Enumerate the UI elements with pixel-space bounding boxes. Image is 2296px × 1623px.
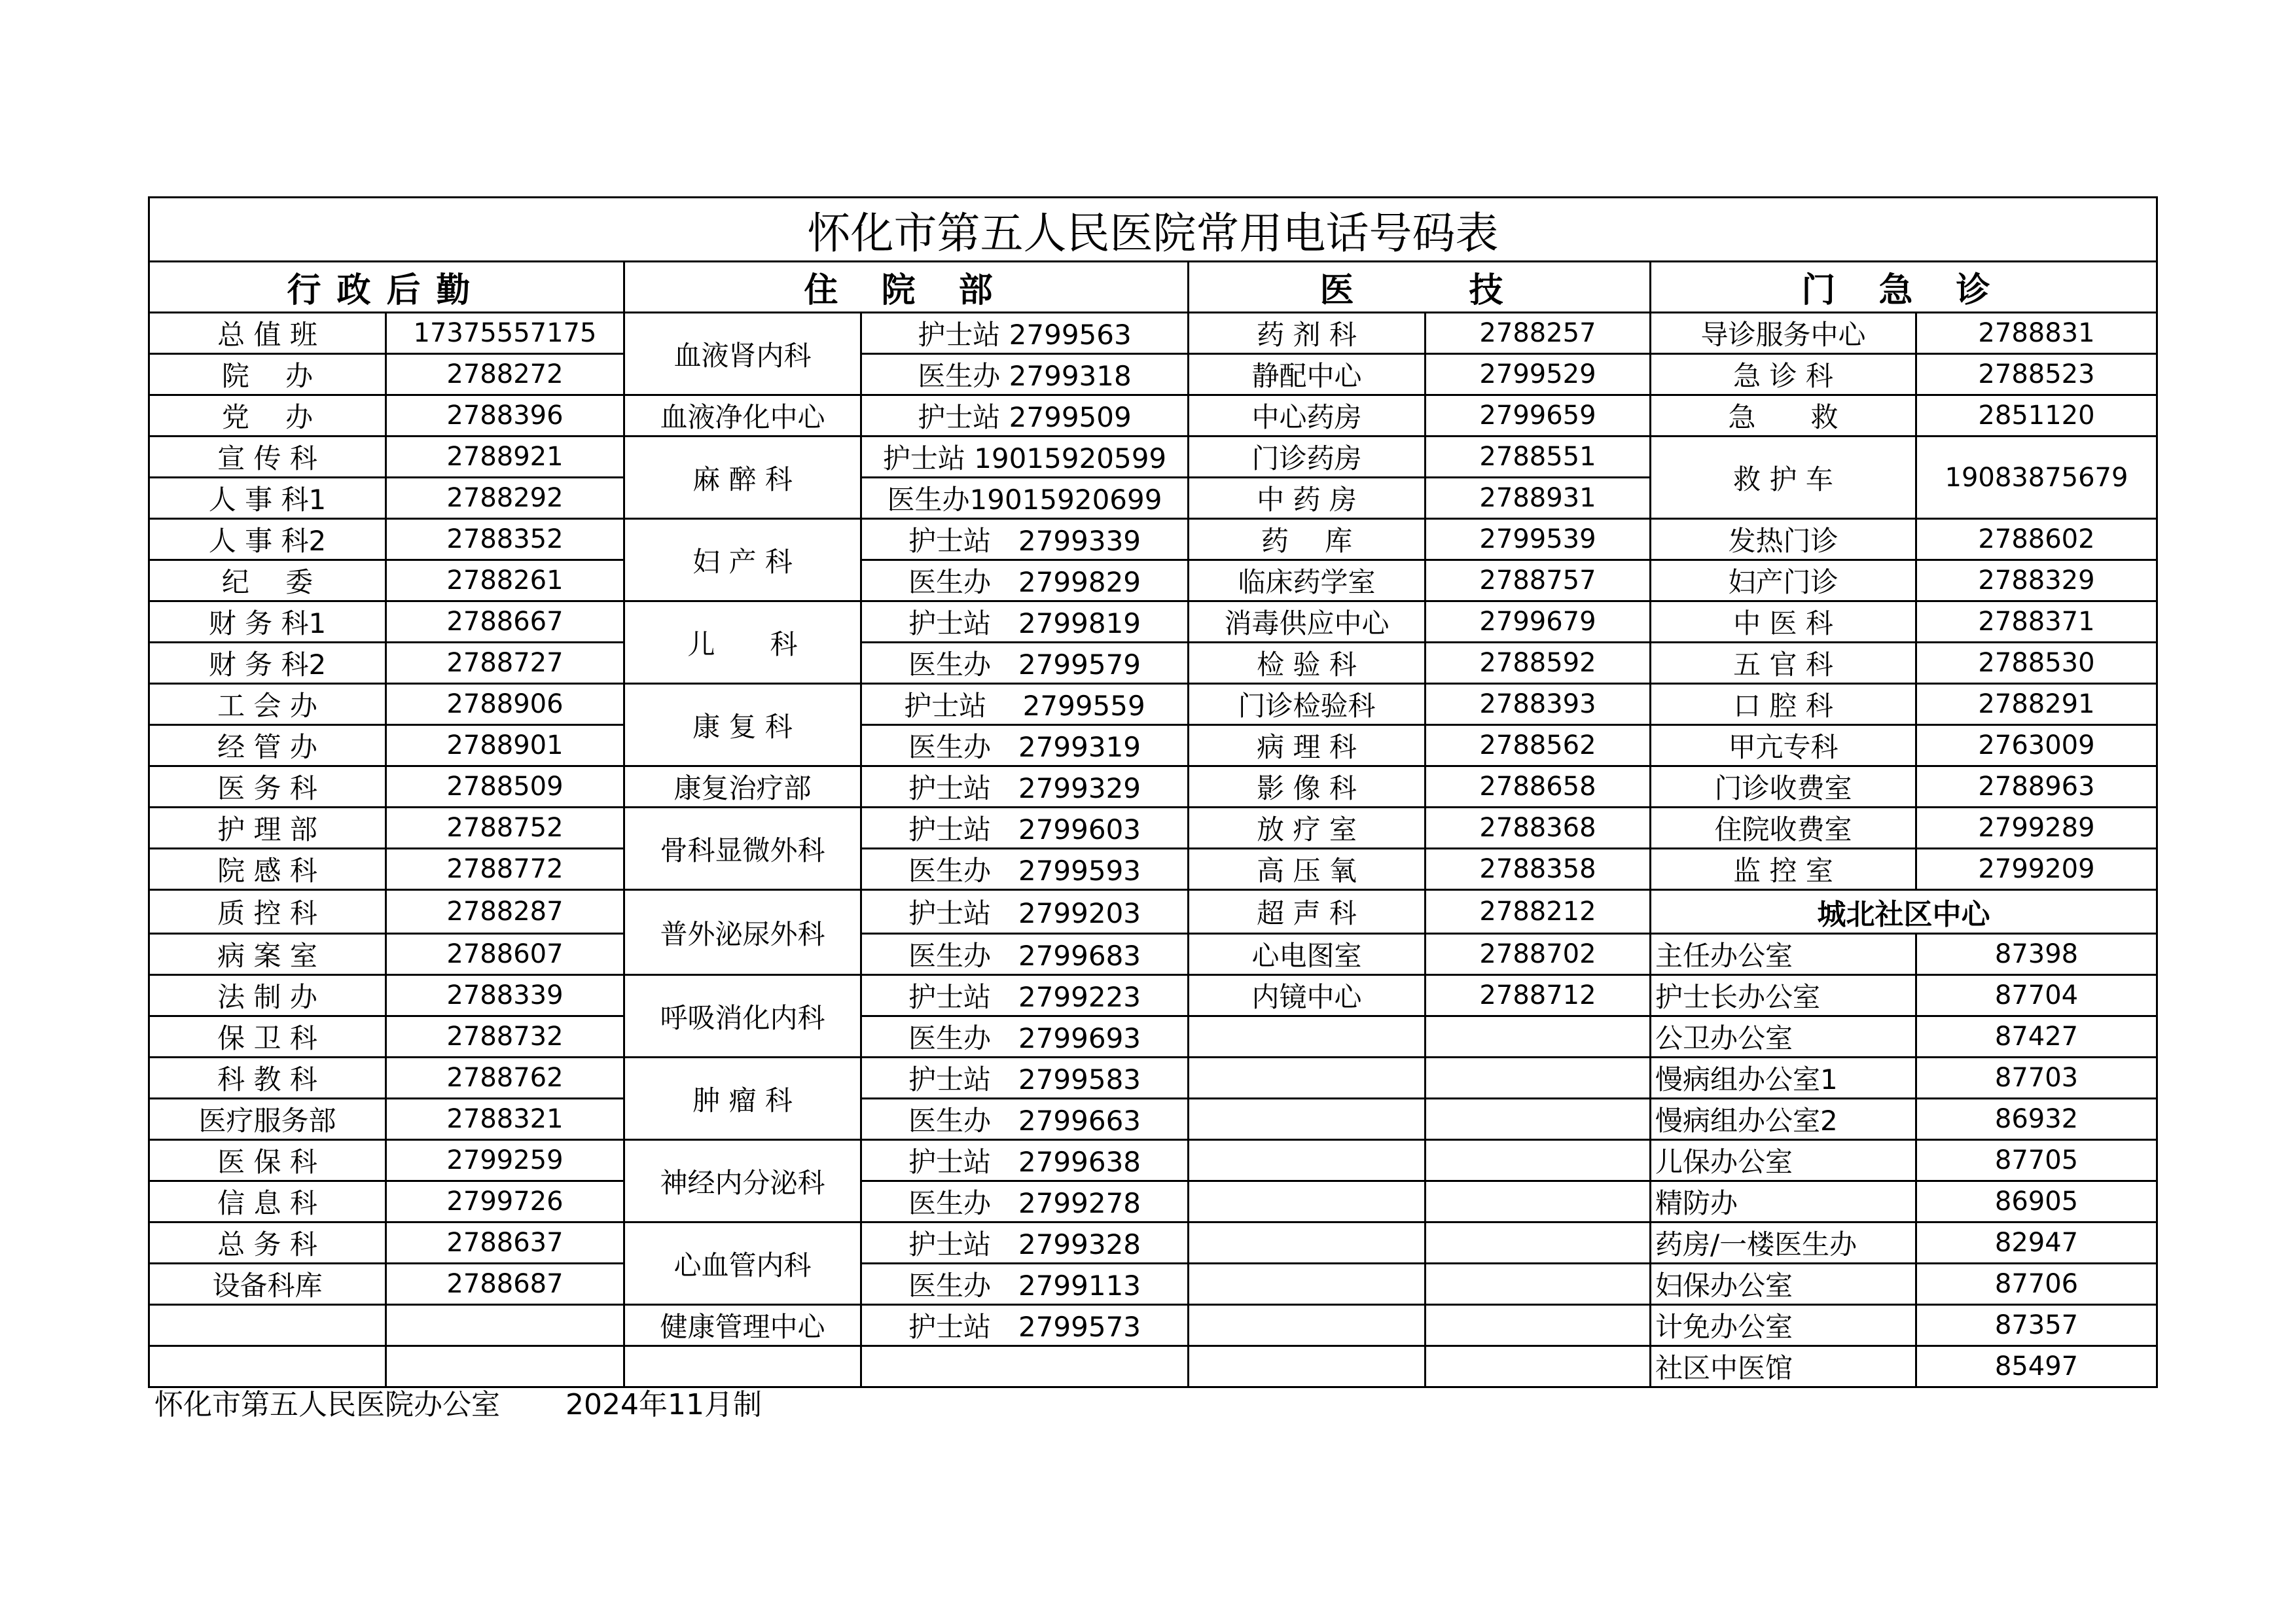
- medtech-phone: 2788562: [1426, 725, 1651, 766]
- table-row: [149, 1222, 2157, 1264]
- admin-phone: 2788637: [386, 1222, 624, 1264]
- empty-cell: [1426, 1346, 1651, 1387]
- table-row: [149, 1058, 2157, 1099]
- inpatient-phone-line: 医生办 2799829: [861, 560, 1189, 601]
- medtech-phone: 2788368: [1426, 808, 1651, 849]
- medtech-phone: 2799539: [1426, 519, 1651, 560]
- community-dept-name: 护士长办公室: [1651, 975, 1916, 1016]
- empty-cell: [1189, 1346, 1426, 1387]
- empty-cell: [1189, 1264, 1426, 1305]
- admin-phone: 2788921: [386, 437, 624, 478]
- inpatient-phone-line: 医生办 2799318: [861, 354, 1189, 395]
- community-phone: 87705: [1916, 1140, 2157, 1181]
- empty-cell: [1426, 1222, 1651, 1264]
- inpatient-phone-line: 医生办 2799663: [861, 1099, 1189, 1140]
- outpatient-dept-name: 甲亢专科: [1651, 725, 1916, 766]
- inpatient-phone-line: 护士站 2799573: [861, 1305, 1189, 1346]
- footer: [154, 1381, 762, 1423]
- outpatient-dept-name: 监 控 室: [1651, 849, 1916, 890]
- table-row: [149, 560, 2157, 601]
- community-dept-name: 慢病组办公室1: [1651, 1058, 1916, 1099]
- community-phone: 86905: [1916, 1181, 2157, 1222]
- admin-dept-name: 人 事 科1: [149, 478, 386, 519]
- inpatient-dept-name: 肿 瘤 科: [624, 1058, 861, 1140]
- inpatient-phone-line: 护士站 2799203: [861, 890, 1189, 934]
- section-header-inpatient: 住 院 部: [624, 262, 1189, 313]
- inpatient-phone-line: 护士站 2799509: [861, 395, 1189, 437]
- empty-cell: [1426, 1016, 1651, 1058]
- inpatient-dept-name: 血液肾内科: [624, 313, 861, 395]
- phone-directory-table: [148, 196, 2158, 1388]
- table-row: [149, 601, 2157, 643]
- admin-dept-name: 设备科库: [149, 1264, 386, 1305]
- community-dept-name: 精防办: [1651, 1181, 1916, 1222]
- medtech-dept-name: 心电图室: [1189, 934, 1426, 975]
- admin-dept-name: 法 制 办: [149, 975, 386, 1016]
- medtech-dept-name: 中心药房: [1189, 395, 1426, 437]
- inpatient-phone-line: 护士站 2799563: [861, 313, 1189, 354]
- medtech-phone: 2799679: [1426, 601, 1651, 643]
- inpatient-dept-name: 神经内分泌科: [624, 1140, 861, 1222]
- admin-phone: 2788762: [386, 1058, 624, 1099]
- admin-dept-name: 纪 委: [149, 560, 386, 601]
- community-phone: 86932: [1916, 1099, 2157, 1140]
- table-row: [149, 1140, 2157, 1181]
- medtech-phone: 2799529: [1426, 354, 1651, 395]
- community-phone: 87706: [1916, 1264, 2157, 1305]
- admin-dept-name: 医 保 科: [149, 1140, 386, 1181]
- medtech-dept-name: 影 像 科: [1189, 766, 1426, 808]
- inpatient-dept-name: 康复治疗部: [624, 766, 861, 808]
- outpatient-dept-name: 门诊收费室: [1651, 766, 1916, 808]
- admin-phone: 2788727: [386, 643, 624, 684]
- medtech-phone: 2799659: [1426, 395, 1651, 437]
- empty-cell: [1189, 1181, 1426, 1222]
- admin-dept-name: 医 务 科: [149, 766, 386, 808]
- medtech-dept-name: 临床药学室: [1189, 560, 1426, 601]
- community-dept-name: 公卫办公室: [1651, 1016, 1916, 1058]
- admin-dept-name: 信 息 科: [149, 1181, 386, 1222]
- community-dept-name: 社区中医馆: [1651, 1346, 1916, 1387]
- outpatient-dept-name: 妇产门诊: [1651, 560, 1916, 601]
- medtech-dept-name: 超 声 科: [1189, 890, 1426, 934]
- table-row: [149, 684, 2157, 725]
- outpatient-phone: 19083875679: [1916, 437, 2157, 519]
- medtech-phone: 2788658: [1426, 766, 1651, 808]
- inpatient-phone-line: 护士站 19015920599: [861, 437, 1189, 478]
- inpatient-phone-line: 医生办 2799683: [861, 934, 1189, 975]
- admin-dept-name: 总 值 班: [149, 313, 386, 354]
- inpatient-phone-line: 护士站 2799559: [861, 684, 1189, 725]
- medtech-dept-name: 高 压 氧: [1189, 849, 1426, 890]
- inpatient-dept-name: 骨科显微外科: [624, 808, 861, 890]
- table-row: [149, 313, 2157, 354]
- inpatient-phone-line: 护士站 2799819: [861, 601, 1189, 643]
- community-dept-name: 计免办公室: [1651, 1305, 1916, 1346]
- empty-cell: [1189, 1140, 1426, 1181]
- medtech-dept-name: 药 剂 科: [1189, 313, 1426, 354]
- table-row: [149, 1264, 2157, 1305]
- inpatient-dept-name: 麻 醉 科: [624, 437, 861, 519]
- community-phone: 82947: [1916, 1222, 2157, 1264]
- medtech-dept-name: 病 理 科: [1189, 725, 1426, 766]
- inpatient-dept-name: 血液净化中心: [624, 395, 861, 437]
- admin-phone: 2788901: [386, 725, 624, 766]
- table-row: [149, 808, 2157, 849]
- medtech-phone: 2788393: [1426, 684, 1651, 725]
- table-row: [149, 1181, 2157, 1222]
- medtech-phone: 2788931: [1426, 478, 1651, 519]
- admin-dept-name: 病 案 室: [149, 934, 386, 975]
- community-dept-name: 慢病组办公室2: [1651, 1099, 1916, 1140]
- inpatient-phone-line: 医生办 2799579: [861, 643, 1189, 684]
- outpatient-phone: 2788963: [1916, 766, 2157, 808]
- admin-phone: 2788752: [386, 808, 624, 849]
- footer-org: 怀化市第五人民医院办公室: [154, 1388, 500, 1421]
- community-phone: 87427: [1916, 1016, 2157, 1058]
- admin-phone: 2788667: [386, 601, 624, 643]
- table-row: [149, 1016, 2157, 1058]
- inpatient-dept-name: 儿 科: [624, 601, 861, 684]
- outpatient-dept-name: 急 诊 科: [1651, 354, 1916, 395]
- outpatient-dept-name: 五 官 科: [1651, 643, 1916, 684]
- community-title: 城北社区中心: [1651, 890, 2157, 934]
- admin-phone: 2799726: [386, 1181, 624, 1222]
- medtech-phone: 2788592: [1426, 643, 1651, 684]
- admin-phone: 2788261: [386, 560, 624, 601]
- outpatient-phone: 2799289: [1916, 808, 2157, 849]
- community-dept-name: 妇保办公室: [1651, 1264, 1916, 1305]
- empty-cell: [149, 1305, 386, 1346]
- empty-cell: [1426, 1099, 1651, 1140]
- admin-dept-name: 院 办: [149, 354, 386, 395]
- table-row: [149, 354, 2157, 395]
- admin-dept-name: 宣 传 科: [149, 437, 386, 478]
- community-phone: 87703: [1916, 1058, 2157, 1099]
- admin-dept-name: 工 会 办: [149, 684, 386, 725]
- inpatient-dept-name: 妇 产 科: [624, 519, 861, 601]
- admin-phone: 2788321: [386, 1099, 624, 1140]
- page-title: 怀化市第五人民医院常用电话号码表: [149, 198, 2157, 262]
- outpatient-dept-name: 导诊服务中心: [1651, 313, 1916, 354]
- admin-dept-name: 经 管 办: [149, 725, 386, 766]
- outpatient-phone: 2788371: [1916, 601, 2157, 643]
- inpatient-phone-line: 护士站 2799328: [861, 1222, 1189, 1264]
- empty-cell: [1189, 1058, 1426, 1099]
- community-dept-name: 主任办公室: [1651, 934, 1916, 975]
- medtech-dept-name: 门诊药房: [1189, 437, 1426, 478]
- community-phone: 87704: [1916, 975, 2157, 1016]
- inpatient-dept-name: 健康管理中心: [624, 1305, 861, 1346]
- admin-dept-name: 院 感 科: [149, 849, 386, 890]
- outpatient-phone: 2788291: [1916, 684, 2157, 725]
- outpatient-phone: 2788329: [1916, 560, 2157, 601]
- outpatient-dept-name: 中 医 科: [1651, 601, 1916, 643]
- inpatient-phone-line: 医生办 2799593: [861, 849, 1189, 890]
- inpatient-phone-line: 医生办 2799113: [861, 1264, 1189, 1305]
- inpatient-phone-line: 医生办 2799693: [861, 1016, 1189, 1058]
- empty-cell: [1189, 1099, 1426, 1140]
- inpatient-phone-line: 医生办 2799278: [861, 1181, 1189, 1222]
- inpatient-phone-line: 护士站 2799638: [861, 1140, 1189, 1181]
- medtech-dept-name: 放 疗 室: [1189, 808, 1426, 849]
- outpatient-phone: 2788831: [1916, 313, 2157, 354]
- inpatient-dept-name: 呼吸消化内科: [624, 975, 861, 1058]
- outpatient-dept-name: 急 救: [1651, 395, 1916, 437]
- community-phone: 87357: [1916, 1305, 2157, 1346]
- inpatient-phone-line: 护士站 2799583: [861, 1058, 1189, 1099]
- table-row: [149, 643, 2157, 684]
- table-row: [149, 849, 2157, 890]
- community-phone: 87398: [1916, 934, 2157, 975]
- inpatient-dept-name: 心血管内科: [624, 1222, 861, 1305]
- outpatient-phone: 2788602: [1916, 519, 2157, 560]
- medtech-phone: 2788551: [1426, 437, 1651, 478]
- outpatient-phone: 2799209: [1916, 849, 2157, 890]
- empty-cell: [386, 1305, 624, 1346]
- admin-dept-name: 科 教 科: [149, 1058, 386, 1099]
- medtech-phone: 2788358: [1426, 849, 1651, 890]
- medtech-dept-name: 内镜中心: [1189, 975, 1426, 1016]
- admin-dept-name: 质 控 科: [149, 890, 386, 934]
- outpatient-phone: 2788530: [1916, 643, 2157, 684]
- admin-phone: 2788396: [386, 395, 624, 437]
- outpatient-phone: 2851120: [1916, 395, 2157, 437]
- table-row: [149, 890, 2157, 934]
- outpatient-dept-name: 救 护 车: [1651, 437, 1916, 519]
- medtech-dept-name: 消毒供应中心: [1189, 601, 1426, 643]
- table-row: [149, 725, 2157, 766]
- admin-phone: 2788287: [386, 890, 624, 934]
- admin-phone: 2788687: [386, 1264, 624, 1305]
- admin-phone: 2788352: [386, 519, 624, 560]
- outpatient-dept-name: 住院收费室: [1651, 808, 1916, 849]
- admin-dept-name: 财 务 科1: [149, 601, 386, 643]
- section-header-medtech: 医 技: [1189, 262, 1651, 313]
- empty-cell: [1426, 1264, 1651, 1305]
- admin-phone: 2788272: [386, 354, 624, 395]
- admin-phone: 2788509: [386, 766, 624, 808]
- admin-dept-name: 财 务 科2: [149, 643, 386, 684]
- footer-date: 2024年11月制: [565, 1388, 762, 1421]
- inpatient-phone-line: 护士站 2799223: [861, 975, 1189, 1016]
- outpatient-phone: 2763009: [1916, 725, 2157, 766]
- empty-cell: [1426, 1058, 1651, 1099]
- admin-phone: 2799259: [386, 1140, 624, 1181]
- admin-dept-name: 医疗服务部: [149, 1099, 386, 1140]
- inpatient-phone-line: 医生办 2799319: [861, 725, 1189, 766]
- medtech-phone: 2788757: [1426, 560, 1651, 601]
- medtech-dept-name: 静配中心: [1189, 354, 1426, 395]
- section-header-admin: 行政后勤: [149, 262, 624, 313]
- medtech-dept-name: 检 验 科: [1189, 643, 1426, 684]
- empty-cell: [1189, 1305, 1426, 1346]
- table-row: [149, 519, 2157, 560]
- medtech-dept-name: 中 药 房: [1189, 478, 1426, 519]
- community-dept-name: 药房/一楼医生办: [1651, 1222, 1916, 1264]
- inpatient-phone-line: 医生办19015920699: [861, 478, 1189, 519]
- section-header-outpatient: 门 急 诊: [1651, 262, 2157, 313]
- inpatient-dept-name: 普外泌尿外科: [624, 890, 861, 975]
- admin-phone: 2788772: [386, 849, 624, 890]
- empty-cell: [861, 1346, 1189, 1387]
- table-row: [149, 395, 2157, 437]
- table-row: [149, 1099, 2157, 1140]
- inpatient-phone-line: 护士站 2799603: [861, 808, 1189, 849]
- empty-cell: [1426, 1305, 1651, 1346]
- table-row: [149, 934, 2157, 975]
- admin-phone: 2788906: [386, 684, 624, 725]
- table-row: [149, 437, 2157, 478]
- outpatient-phone: 2788523: [1916, 354, 2157, 395]
- admin-dept-name: 总 务 科: [149, 1222, 386, 1264]
- medtech-phone: 2788712: [1426, 975, 1651, 1016]
- admin-dept-name: 人 事 科2: [149, 519, 386, 560]
- empty-cell: [1426, 1140, 1651, 1181]
- inpatient-phone-line: 护士站 2799329: [861, 766, 1189, 808]
- empty-cell: [1189, 1016, 1426, 1058]
- community-phone: 85497: [1916, 1346, 2157, 1387]
- admin-phone: 2788339: [386, 975, 624, 1016]
- medtech-dept-name: 门诊检验科: [1189, 684, 1426, 725]
- admin-dept-name: 党 办: [149, 395, 386, 437]
- admin-dept-name: 保 卫 科: [149, 1016, 386, 1058]
- medtech-dept-name: 药 库: [1189, 519, 1426, 560]
- admin-phone: 2788607: [386, 934, 624, 975]
- community-dept-name: 儿保办公室: [1651, 1140, 1916, 1181]
- inpatient-dept-name: 康 复 科: [624, 684, 861, 766]
- medtech-phone: 2788257: [1426, 313, 1651, 354]
- admin-phone: 17375557175: [386, 313, 624, 354]
- empty-cell: [1189, 1222, 1426, 1264]
- admin-dept-name: 护 理 部: [149, 808, 386, 849]
- admin-phone: 2788292: [386, 478, 624, 519]
- table-row: [149, 766, 2157, 808]
- table-row: [149, 975, 2157, 1016]
- admin-phone: 2788732: [386, 1016, 624, 1058]
- outpatient-dept-name: 口 腔 科: [1651, 684, 1916, 725]
- medtech-phone: 2788702: [1426, 934, 1651, 975]
- empty-cell: [1426, 1181, 1651, 1222]
- outpatient-dept-name: 发热门诊: [1651, 519, 1916, 560]
- inpatient-phone-line: 护士站 2799339: [861, 519, 1189, 560]
- medtech-phone: 2788212: [1426, 890, 1651, 934]
- table-row: [149, 1305, 2157, 1346]
